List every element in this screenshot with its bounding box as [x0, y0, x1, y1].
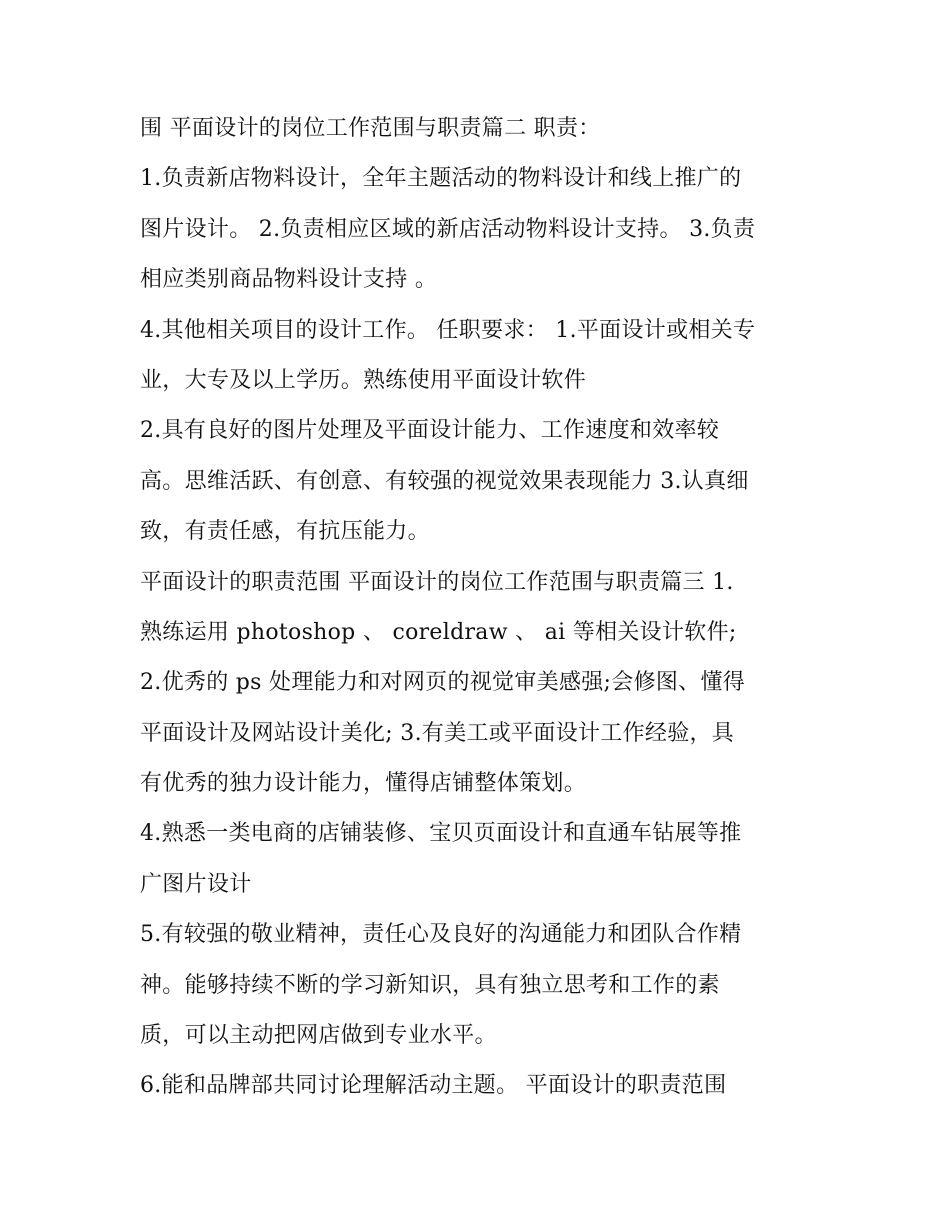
text-line: 6.能和品牌部共同讨论理解活动主题。 平面设计的职责范围	[140, 1073, 727, 1099]
text-line: 平面设计及网站设计美化; 3.有美工或平面设计工作经验，具	[140, 720, 735, 746]
text-line: 有优秀的独力设计能力，懂得店铺整体策划。	[140, 771, 587, 797]
text-line: 熟练运用 photoshop 、 coreldraw 、 ai 等相关设计软件;	[140, 619, 737, 645]
text-line: 致，有责任感，有抗压能力。	[140, 519, 430, 545]
text-line: 神。能够持续不断的学习新知识，具有独立思考和工作的素	[140, 972, 720, 998]
text-line: 1.负责新店物料设计，全年主题活动的物料设计和线上推广的	[140, 166, 742, 192]
text-line: 4.熟悉一类电商的店铺装修、宝贝页面设计和直通车钻展等推	[140, 821, 742, 847]
text-line: 4.其他相关项目的设计工作。 任职要求： 1.平面设计或相关专	[140, 317, 756, 343]
text-line: 平面设计的职责范围 平面设计的岗位工作范围与职责篇三 1.	[140, 569, 734, 595]
text-line: 5.有较强的敬业精神，责任心及良好的沟通能力和团队合作精	[140, 922, 742, 948]
text-line: 围 平面设计的岗位工作范围与职责篇二 职责：	[140, 116, 601, 141]
document-body	[140, 104, 820, 1112]
text-line: 图片设计。 2.负责相应区域的新店活动物料设计支持。 3.负责	[140, 216, 756, 242]
text-line: 相应类别商品物料设计支持 。	[140, 267, 438, 293]
text-line: 业，大专及以上学历。熟练使用平面设计软件	[140, 367, 587, 393]
text-line: 质，可以主动把网店做到专业水平。	[140, 1023, 497, 1049]
text-line: 高。思维活跃、有创意、有较强的视觉效果表现能力 3.认真细	[140, 468, 749, 494]
text-line: 广图片设计	[140, 871, 252, 897]
text-line: 2.优秀的 ps 处理能力和对网页的视觉审美感强;会修图、懂得	[140, 670, 746, 696]
text-line: 2.具有良好的图片处理及平面设计能力、工作速度和效率较	[140, 418, 720, 444]
